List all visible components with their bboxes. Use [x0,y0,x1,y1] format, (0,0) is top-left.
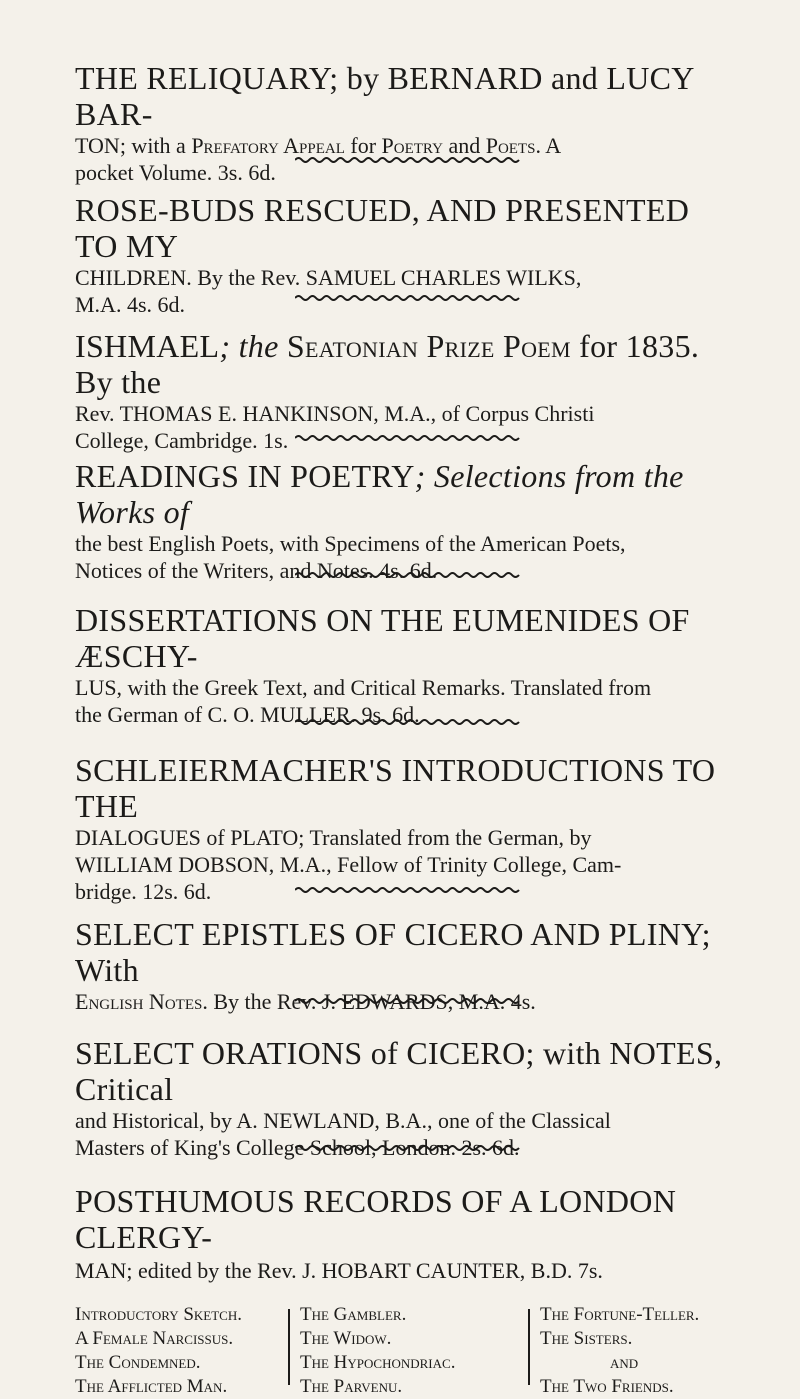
entry-text: and Historical, by A. NEWLAND, B.A., one of the Classical [75,1108,611,1133]
entry-title: POSTHUMOUS RECORDS OF A LONDON CLERGY- [75,1183,677,1255]
entry-title-part: ISHMAEL [75,328,220,364]
entry-readings-in-poetry [75,458,725,584]
entry-price: pocket Volume. 3s. 6d. [75,160,276,185]
entry-text-part: By the Rev. J. EDWARDS, M.A. 4s. [207,989,536,1014]
contents-item: The Widow. [300,1328,392,1349]
entry-title: THE RELIQUARY; by BERNARD and LUCY BAR- [75,60,694,132]
entry-text-part: English Notes. [75,989,208,1014]
entry-title: ROSE-BUDS RESCUED, AND PRESENTED TO MY [75,192,690,264]
entry-price: bridge. 12s. 6d. [75,879,212,904]
entry-title: SCHLEIERMACHER'S INTRODUCTIONS TO THE [75,752,716,824]
entry-text: DIALOGUES of PLATO; Translated from the German, by [75,825,592,850]
contents-item: The Condemned. [75,1352,201,1373]
ornament-divider [295,433,520,443]
entry-posthumous-records [75,1183,725,1284]
column-divider [528,1309,530,1385]
contents-list [75,1303,765,1397]
column-divider [288,1309,290,1385]
contents-item: and [610,1352,639,1373]
entry-title-part: for 1835. By the [75,328,700,400]
entry-eumenides [75,602,725,728]
entry-schleiermacher [75,752,725,905]
ornament-divider [295,293,520,303]
entry-title-part: Seatonian Prize Poem [286,328,571,364]
contents-column-2 [300,1303,455,1399]
ornament-divider [295,996,520,1006]
ornament-divider [295,717,520,727]
entry-title [75,458,725,530]
entry-text: the best English Poets, with Specimens of the American Poets, [75,531,626,556]
entry-price: College, Cambridge. 1s. [75,428,289,453]
entry-text: WILLIAM DOBSON, M.A., Fellow of Trinity College, Cam- [75,852,622,877]
contents-item: Introductory Sketch. [75,1304,242,1325]
entry-text-part: and [442,133,486,158]
contents-item: The Gambler. [300,1304,407,1325]
entry-price: Masters of King's College School, London. 2s. 6d. [75,1135,520,1160]
entry-text: Rev. THOMAS E. HANKINSON, M.A., of Corpus Christi [75,401,595,426]
entry-text: LUS, with the Greek Text, and Critical Remarks. Translated from [75,675,652,700]
contents-column-3 [540,1303,699,1399]
contents-item: The Fortune-Teller. [540,1304,700,1325]
entry-price: the German of C. O. MULLER. 9s. 6d. [75,702,420,727]
contents-column-1 [75,1303,242,1399]
entry-price: Notices of the Writers, and Notes. 4s. 6d. [75,558,438,583]
entry-title: SELECT ORATIONS of CICERO; with NOTES, Critical [75,1035,723,1107]
ornament-divider [295,570,520,580]
entry-title-part: ; Selections from the Works of [75,458,684,530]
entry-text-part: Poets. [485,133,541,158]
contents-item: The Parvenu. [300,1376,403,1397]
entry-text-part: for [344,133,382,158]
contents-item: The Hypochondriac. [300,1352,456,1373]
entry-price: M.A. 4s. 6d. [75,292,186,317]
entry-title [75,328,725,400]
entry-title: SELECT EPISTLES OF CICERO AND PLINY; With [75,916,711,988]
entry-text: MAN; edited by the Rev. J. HOBART CAUNTER, B.D. 7s. [75,1258,603,1283]
entry-title-part: READINGS IN POETRY [75,458,415,494]
entry-reliquary [75,60,725,186]
entry-title: DISSERTATIONS ON THE EUMENIDES OF ÆSCHY- [75,602,690,674]
ornament-divider [295,155,520,165]
ornament-divider [295,885,520,895]
entry-title-part: ; the [219,328,287,364]
contents-item: The Two Friends. [540,1376,674,1397]
ornament-divider [295,1143,520,1153]
contents-item: The Afflicted Man. [75,1376,228,1397]
contents-item: The Sisters. [540,1328,633,1349]
entry-text-part: Poetry [381,133,443,158]
entry-text-part: TON; with a [75,133,192,158]
entry-text-part: A [540,133,562,158]
entry-text-part: Prefatory Appeal [191,133,345,158]
contents-item: A Female Narcissus. [75,1328,234,1349]
entry-text: CHILDREN. By the Rev. SAMUEL CHARLES WILKS, [75,265,582,290]
